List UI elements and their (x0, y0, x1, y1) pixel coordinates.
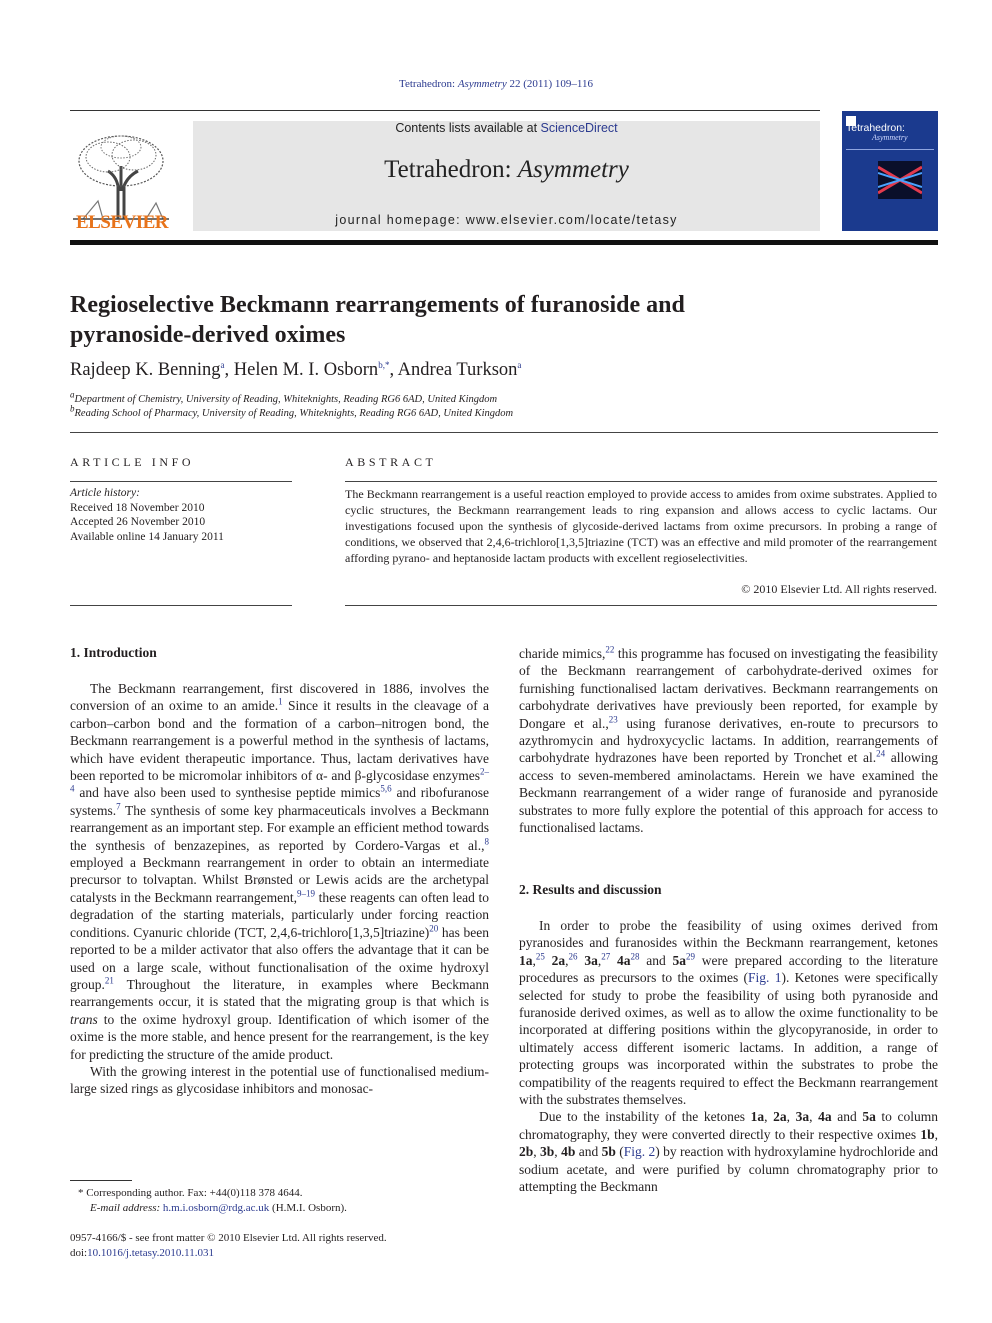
footnote-corresponding: * Corresponding author. Fax: +44(0)118 378 4644. E-mail address: h.m.i.osborn@rdg.ac.uk (H.M.I. Osborn). (78, 1187, 347, 1214)
abstract-text: The Beckmann rearrangement is a useful reaction employed to provide access to amides from oxime substrates. Applied to cyclic structures, the Beckmann rearrangement leads to ring expansion and allows access to cyclic lactams. Our investigations focused upon the synthesis of glycoside-derived lactams from oxime precursors. In probing a range of conditions, we observed that 2,4,6-trichloro[1,3,5]triazine (TCT) was an effective and mild promoter of the rearrangement affording pyrano- and heptanoside lactam products with excellent regioselectivities. (345, 487, 937, 565)
author-list: Rajdeep K. Benning$^a$, Helen M. I. Osborn$^{b,*}$, Andrea Turkson$^a$ (70, 359, 522, 380)
header-rule (70, 110, 820, 111)
divider (70, 481, 292, 482)
cover-rule (846, 149, 934, 150)
article-history: Article history: Received 18 November 2010 Accepted 26 November 2010 Available online 14 January 2011 (70, 487, 224, 543)
sciencedirect-link[interactable]: ScienceDirect (540, 121, 618, 135)
cover-graphic-icon (878, 161, 922, 199)
affiliation-b: $^b$Reading School of Pharmacy, University of Reading, Whiteknights, Reading RG6 6AD, United Kingdom (70, 403, 514, 419)
affiliation-a: $^a$Department of Chemistry, University of Reading, Whiteknights, Reading RG6 6AD, United Kingdom (70, 389, 498, 405)
abstract-heading: ABSTRACT (345, 455, 437, 469)
divider (70, 605, 292, 606)
email-link[interactable]: h.m.i.osborn@rdg.ac.uk (162, 1201, 270, 1214)
cover-title: Tetrahedron: (846, 122, 905, 134)
doi-link[interactable]: 10.1016/j.tetasy.2010.11.031 (87, 1246, 215, 1259)
author-name[interactable]: Andrea Turkson (397, 360, 518, 380)
article-info-heading: ARTICLE INFO (70, 455, 195, 469)
journal-citation[interactable]: Tetrahedron: Asymmetry 22 (2011) 109–116 (399, 78, 593, 90)
header-thick-rule (70, 240, 938, 245)
contents-line: Contents lists available at ScienceDirect (395, 121, 618, 135)
introduction-text-continued: charide mimics,$^{22}$ this programme has focused on investigating the feasibility of the Beckmann rearrangement of carbohydrate-derived oximes for furnishing functionalised lactam derivatives. Beckmann rearrangements on carbohydrate derivatives have previously been reported, for example by Dongare et al.,$^{23}$ using furanose derivatives, en-route to precursors to azythromycin and hydroxycyclic lactams. In addition, rearrangements of carbohydrate hydrazones have been reported by Tronchet et al.$^{24}$ allowing access to seven-membered aminolactams. Herein we have examined the Beckmann rearrangement of a wider range of furanoside and pyranoside substrates to more fully explore the potential of this approach for access to functionalised lactams. (519, 644, 939, 836)
results-text: In order to probe the feasibility of using oximes derived from pyranosides and furanosides within the Beckmann rearrangement, ketones 1a,$^{25}$ 2a,$^{26}$ 3a,$^{27}$ $4a^{28}$ and $5a^{29}$ were prepared according to the literature procedures as precursors to the oximes (Fig. 1). Ketones were specifically selected for study to probe the feasibility of using both pyranoside and furanoside derived oximes, as well as to allow the oxime functionality to be incorporated at differing positions within the glycopyranoside, in order to ultimately access different isomeric lactams. In addition, a range of protecting groups was incorporated within the substrates to probe the compatibility of the reagents required to effect the Beckmann rearrangement with the substrates themselves. Due to the instability of the ketones 1a, 2a, 3a, 4a and 5a to column chromatography, they were converted directly to their respective oximes 1b, 2b, 3b, 4b and 5b (Fig. 2) by reaction with hydroxylamine hydrochloride and sodium acetate, and were purified by column chromatography prior to attempting the Beckmann (519, 918, 939, 1195)
introduction-text: The Beckmann rearrangement, first discovered in 1886, involves the conversion of an oxime to an amide.$^1$ Since it results in the cleavage of a carbon–carbon bond and the formation of a carbon–nitrogen bond, the Beckmann rearrangement is a powerful method in the synthesis of lactams, which have evident therapeutic importance. Thus, lactam derivatives have been reported to be micromolar inhibitors of α- and β-glycosidase enzymes$^{2-4}$ and have also been used to synthesise peptide mimics$^{5,6}$ and ribofuranose systems.$^7$ The synthesis of some key pharmaceuticals involves a Beckmann rearrangement as an important step. For example an efficient method towards the synthesis of benzazepines, as reported by Cordero-Vargas et al.,$^8$ employed a Beckmann rearrangement in order to obtain an intermediate precursor to tolvaptan. Whilst Brønsted or Lewis acids are the archetypal catalysts in the Beckmann rearrangement,$^{9-19}$ these reagents can often lead to degradation of the starting materials, particularly under forcing reaction conditions. Cyanuric chloride (TCT, 2,4,6-trichloro[1,3,5]triazine)$^{20}$ has been reported to be a milder activator that also offers the advantage that it can be used on a large scale, without functionalisation of the oxime hydroxyl group.$^{21}$ Throughout the literature, in examples where Beckmann rearrangements occur, it is stated that the migrating group is that which is trans to the oxime hydroxyl group. Identification of which isomer of the oxime is the more stable, and hence present for the rearrangement, is the key for predicting the structure of the amide product. With the growing interest in the potential use of functionalised medium-large sized rings as glycosidase inhibitors and monosac- (70, 681, 489, 1097)
divider (70, 432, 938, 433)
divider (345, 481, 937, 482)
cover-subtitle: Asymmetry (872, 133, 908, 142)
author-name[interactable]: Helen M. I. Osborn (233, 360, 379, 380)
section-heading-results: 2. Results and discussion (519, 882, 662, 897)
author-name[interactable]: Rajdeep K. Benning (70, 360, 221, 380)
journal-title: Tetrahedron: Asymmetry (384, 156, 629, 183)
footnote-issn: 0957-4166/$ - see front matter © 2010 Elsevier Ltd. All rights reserved. doi:10.1016/j.tetasy.2010.11.031 (70, 1232, 387, 1259)
publisher-logo-text: ELSEVIER (75, 212, 169, 233)
divider (345, 605, 937, 606)
journal-homepage[interactable]: journal homepage: www.elsevier.com/locate/tetasy (335, 213, 678, 227)
section-heading-introduction: 1. Introduction (70, 645, 157, 660)
article-title: Regioselective Beckmann rearrangements of furanoside and pyranoside-derived oximes (70, 292, 685, 348)
journal-cover-thumbnail[interactable] (842, 111, 938, 231)
abstract-copyright: © 2010 Elsevier Ltd. All rights reserved. (741, 582, 937, 596)
footnote-rule (70, 1180, 132, 1181)
